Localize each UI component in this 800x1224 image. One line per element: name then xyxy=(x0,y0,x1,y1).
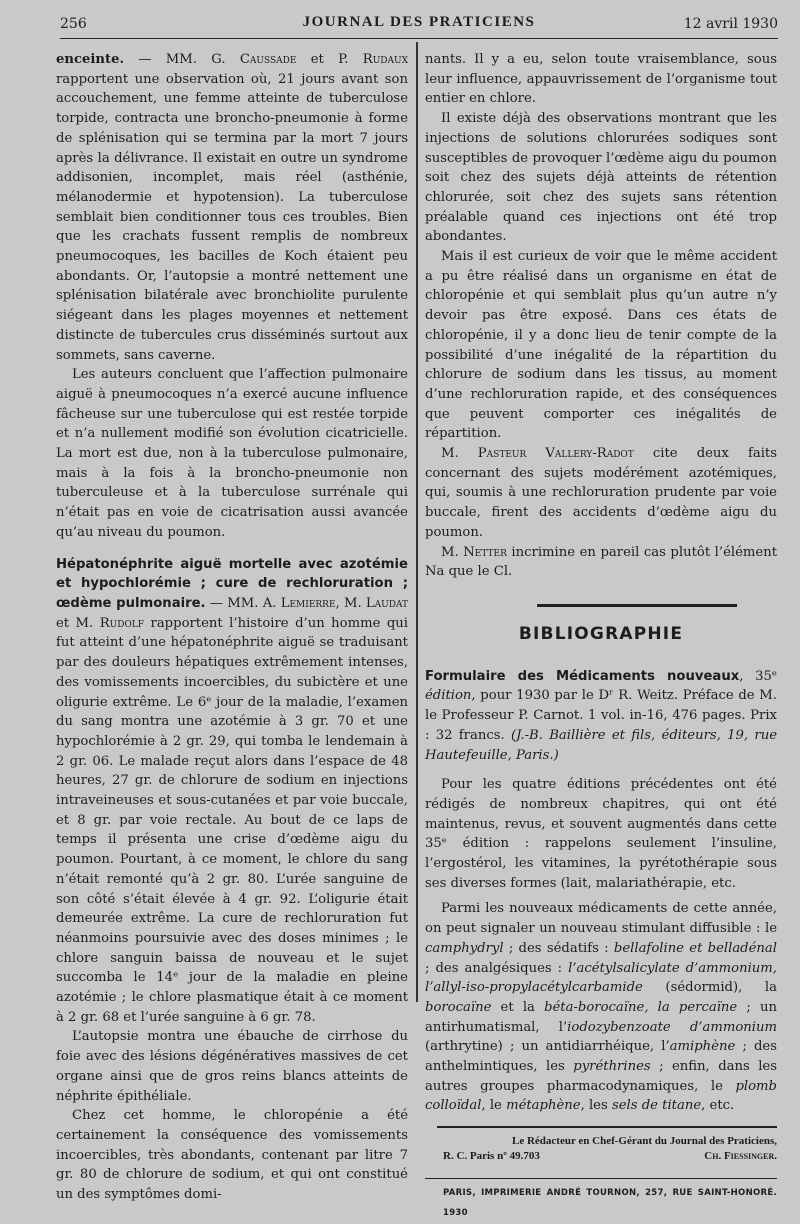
author-name: Rudaux xyxy=(362,52,408,67)
author-name: Netter xyxy=(463,544,507,560)
printer-line xyxy=(425,1178,777,1223)
column-divider xyxy=(416,42,418,1002)
bibliography-entry xyxy=(425,667,777,766)
paragraph: Il existe déjà des observations montrant que les injections de solutions chlorurées sodiques sont susceptibles de provoquer l’œdème aigu du poumon soit chez des sujets déjà atteints de rétention chlorurée, soit chez des sujets sans rétention préalable quand ces injections ont été trop abondantes. xyxy=(425,111,777,245)
section-paragraph xyxy=(56,555,408,1028)
paragraph: Pour les quatre éditions précédentes ont été rédigés de nombreux chapitres, qui ont été maintenus, revus, et souvent augmentés dans cette 35ᵉ édition : rappelons seulement l’insuline, l’ergostérol, les vitamines, la pyrétothérapie sous ses diverses formes (lait, malariathérapie, etc. xyxy=(425,777,777,891)
text: M. xyxy=(441,446,478,462)
text: , les xyxy=(580,1098,612,1114)
text: et P. xyxy=(296,52,363,67)
editor-line: Le Rédacteur en Chef-Gérant du Journal des Praticiens, xyxy=(512,1135,777,1148)
text: , le xyxy=(481,1098,507,1114)
drug-name: borocaïne xyxy=(425,999,492,1015)
page-number: 256 xyxy=(60,16,87,32)
drug-name: amiphène xyxy=(669,1039,736,1055)
paragraph: Les auteurs concluent que l’affection pulmonaire aiguë à pneumocoques n’a exercé aucune influence fâcheuse sur une tuberculose qui est restée torpide et n’a nullement modifié son évolution cicatricielle. La mort est due, non à la tuberculose pulmonaire, mais à la fois à la broncho-pneumonie non tuberculeuse et à la tuberculose surrénale qui n’était pas en voie de cicatrisation aussi avancée qu’au niveau du poumon. xyxy=(56,367,408,540)
text: , pour 1930 par le Dʳ R. Weitz. Préface de M. le Professeur P. Carnot. 1 vol. in-16, 476 pages. Prix : 32 francs. xyxy=(425,688,777,743)
text: — MM. A. xyxy=(205,595,281,611)
drug-name: plomb colloïdal xyxy=(425,1078,777,1114)
text: (sédormid), la xyxy=(642,980,777,996)
text: ; des analgésiques : xyxy=(425,960,569,976)
text: , M. xyxy=(335,595,366,611)
drug-name: pyréthrines xyxy=(573,1059,651,1075)
paragraph xyxy=(425,899,777,1116)
editor-credit xyxy=(425,1134,777,1164)
editor-row xyxy=(425,1149,777,1164)
author-name: Lemierre xyxy=(280,595,336,611)
drug-name: métaphène xyxy=(506,1098,581,1114)
run-in-heading: enceinte. xyxy=(56,52,125,67)
paragraph xyxy=(56,50,408,365)
paragraph: L’autopsie montra une ébauche de cirrhose du foie avec des lésions dégénératives massives de cet organe ainsi que de gros reins blancs atteints de néphrite épithéliale. xyxy=(56,1029,408,1104)
registry-number: R. C. Paris nº 49.703 xyxy=(443,1150,540,1163)
paragraph xyxy=(425,543,777,582)
left-column xyxy=(56,50,408,1205)
drug-name: camphydryl xyxy=(425,940,504,956)
text: rapportent une observation où, 21 jours avant son accouchement, une femme atteinte de tuberculose torpide, contracta une broncho-pneumonie à forme de splénisation qui se termina par la mort 7 jours après la délivrance. Il existait en outre un syndrome addisonien, incomplet, mais réel (asthénie, mélanodermie et hypotension). La tuberculose semblait bien conditionner tous ces troubles. Bien que les crachats fussent remplis de nombreux pneumocoques, les bacilles de Koch étaient peu abondants. Or, l’autopsie a montré nettement une splénisation bilatérale avec bronchiolite purulente siégeant dans les plages moyennes et nettement distincte de tubercules crus disséminés surtout aux sommets, sans caverne. xyxy=(56,71,408,363)
author-name: Laudat xyxy=(365,595,408,611)
text: Parmi les nouveaux médicaments de cette année, on peut signaler un nouveau stimulant diffusible : le xyxy=(425,901,777,937)
text: rapportent l’histoire d’un homme qui fut atteint d’une hépatonéphrite aiguë se traduisant par des douleurs hépatiques extrêmement intenses, des vomissements incoercibles, du subictère et une oligurie extrême. Le 6ᵉ jour de la maladie, l’examen du sang montra une azotémie à 3 gr. 70 et une hypochlorémie à 2 gr. 29, qui tomba le lendemain à 2 gr. 06. Le malade reçut alors dans l’espace de 48 heures, 27 gr. de chlorure de sodium en injections intraveineuses et sous-cutanées et par voie buccale, et 8 gr. par voie rectale. Au bout de ce laps de temps il présenta une crise d’œdème aigu du poumon. Pourtant, à ce moment, le chlore du sang n’était remonté qu’à 2 gr. 80. L’urée sanguine de son côté s’était élevée à 4 gr. 92. L’oligurie était demeurée extrême. La cure de rechloruration fut néanmoins poursuivie avec des doses minimes ; le chlore sanguin baissa de nouveau et le sujet succomba le 14ᵉ jour de la maladie en pleine azotémie ; le chlore plasmatique était à ce moment à 2 gr. 68 et l’urée sanguine à 6 gr. 78. xyxy=(56,615,409,1025)
paragraph: Mais il est curieux de voir que le même accident a pu être réalisé dans un organisme en état de chloropénie et qui semblait plus qu’un autre n’y devoir pas être exposé. Dans ces états de chloropénie, il y a donc lieu de tenir compte de la possibilité d’une inégalité de la répartition du chlorure de sodium dans les tissus, au moment d’une rechloruration rapide, et des conséquences que peuvent comporter ces inégalités de répartition. xyxy=(425,249,777,442)
page-header xyxy=(60,12,778,39)
text: M. xyxy=(441,544,464,560)
text: édition xyxy=(425,688,472,704)
text: cite deux faits concernant des sujets modérément azotémiques, qui, soumis à une rechloruration prudente par voie buccale, firent des accidents d’œdème aigu du poumon. xyxy=(425,446,777,540)
manager-name: Ch. Fiessinger. xyxy=(704,1150,777,1163)
author-name: Rudolf xyxy=(99,615,145,631)
author-name: Caussade xyxy=(239,52,297,67)
text: (arthrytine) ; un antidiarrhéique, l’ xyxy=(425,1039,670,1055)
publisher: (J.-B. Baillière et fils, éditeurs, 19, rue Hautefeuille, Paris.) xyxy=(425,727,777,763)
paragraph xyxy=(425,444,777,543)
text: , etc. xyxy=(701,1098,735,1114)
text: ; des sédatifs : xyxy=(503,940,614,956)
issue-date: 12 avril 1930 xyxy=(683,16,778,32)
drug-name: iodozybenzoate d’ammonium xyxy=(567,1019,777,1035)
drug-name: bellafoline et belladénal xyxy=(613,940,778,956)
book-title: Formulaire des Médicaments nouveaux xyxy=(425,668,740,684)
author-name: Pasteur Vallery-Radot xyxy=(477,446,634,462)
section-rule xyxy=(537,604,737,607)
text: ; enfin, dans les autres groupes pharmacodynamiques, le xyxy=(425,1059,777,1094)
drug-name: l’acétylsalicylate d’ammonium, l’allyl-iso-propylacétylcarbamide xyxy=(425,960,777,996)
paragraph: nants. Il y a eu, selon toute vraisemblance, sous leur influence, appauvrissement de l’organisme tout entier en chlore. xyxy=(425,52,777,107)
paragraph: Chez cet homme, le chloropénie a été certainement la conséquence des vomissements incoercibles, très abondants, contenant par litre 7 gr. 80 de chlorure de sodium, et qui ont constitué un des symptômes domi- xyxy=(56,1108,408,1203)
text: ; des anthelmintiques, les xyxy=(425,1039,778,1075)
text: et M. xyxy=(56,615,100,631)
drug-name: sels de titane xyxy=(611,1098,702,1114)
right-column xyxy=(425,50,777,1224)
bibliography-heading: BIBLIOGRAPHIE xyxy=(518,623,684,644)
printer-year: 1930 xyxy=(443,1207,468,1218)
text: , 35ᵉ xyxy=(739,668,777,684)
drug-name: béta-borocaïne, la percaïne xyxy=(544,999,738,1015)
footer-rule xyxy=(437,1126,777,1128)
section-heading: Hépatonéphrite aiguë mortelle avec azotémie et hypochlorémie ; cure de rechloruration ; œdème pulmonaire. xyxy=(56,556,408,611)
text: incrimine en pareil cas plutôt l’élément Na que le Cl. xyxy=(425,544,778,580)
text: ; un antirhumatismal, l’ xyxy=(425,999,777,1035)
printer-name: PARIS, IMPRIMERIE ANDRÉ TOURNON, 257, RUE SAINT-HONORÉ. xyxy=(443,1188,777,1199)
text: — MM. G. xyxy=(124,52,240,67)
journal-title: JOURNAL DES PRATICIENS xyxy=(302,14,536,30)
text: et la xyxy=(491,999,545,1015)
